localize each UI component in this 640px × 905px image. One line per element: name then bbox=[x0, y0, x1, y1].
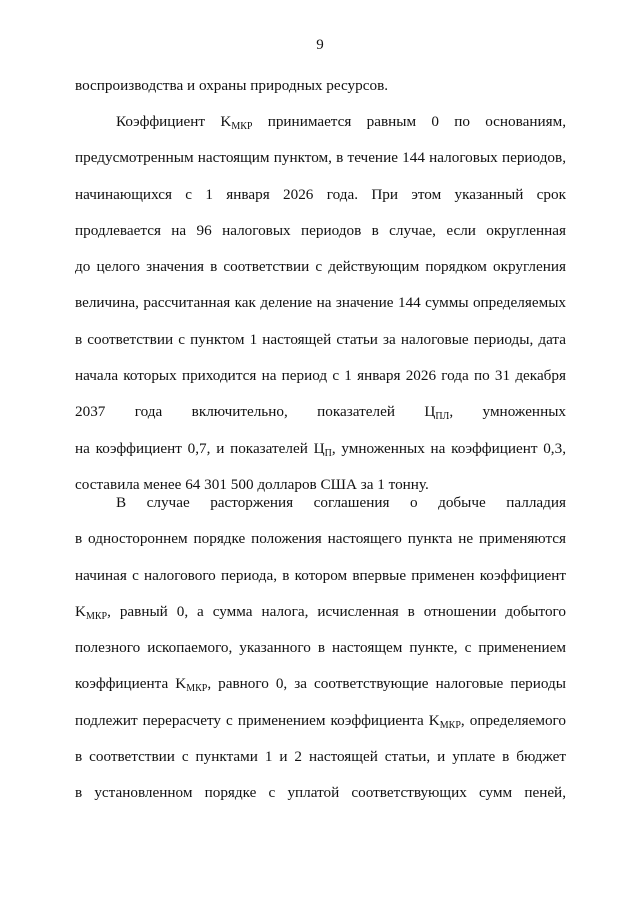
text-line: до целого значения в соответствии с действующим порядком округления bbox=[75, 258, 566, 276]
text-line: полезного ископаемого, указанного в настоящем пункте, с применением bbox=[75, 639, 566, 657]
text-line: в соответствии с пунктами 1 и 2 настоящей статьи, и уплате в бюджет bbox=[75, 748, 566, 766]
text-line: в одностороннем порядке положения настоящего пункта не применяются bbox=[75, 530, 566, 548]
text-line: воспроизводства и охраны природных ресурсов. bbox=[75, 77, 389, 94]
subscript: МКР bbox=[186, 683, 208, 695]
subscript: МКР bbox=[85, 610, 108, 622]
text-line: В случае расторжения соглашения о добыче палладия bbox=[116, 494, 566, 511]
text-line: продлевается на 96 налоговых периодов в случае, если округленная bbox=[75, 221, 566, 239]
text-line: коэффициента $K_{МКР}$, равного 0, за соответствующие налоговые периоды bbox=[75, 675, 566, 695]
text-line: 2037 года включительно, показателей $Ц_{ПЛ}$, умноженных bbox=[75, 403, 566, 423]
text-line: в установленном порядке с уплатой соответствующих сумм пеней, bbox=[75, 784, 566, 802]
page-number: 9 bbox=[316, 37, 324, 53]
text-line: подлежит перерасчету с применением коэффициента $K_{МКР}$, определяемого bbox=[75, 711, 566, 731]
text-line: начиная с налогового периода, в котором впервые применен коэффициент bbox=[75, 566, 566, 584]
paragraph-koefficient bbox=[75, 104, 566, 503]
text-line: Коэффициент $K_{МКР}$ принимается равным 0 по основаниям, bbox=[116, 113, 567, 132]
text-line: на коэффициент 0,7, и показателей $Ц_П$, умноженных на коэффициент 0,3, bbox=[75, 439, 566, 459]
text-line: составила менее 64 301 500 долларов США за 1 тонну. bbox=[75, 475, 429, 493]
text-line: предусмотренным настоящим пунктом, в течение 144 налоговых периодов, bbox=[75, 149, 566, 167]
subscript: П bbox=[324, 447, 332, 459]
paragraph-continuation bbox=[75, 68, 566, 104]
text-line: величина, рассчитанная как деление на значение 144 суммы определяемых bbox=[75, 294, 566, 312]
subscript: МКР bbox=[231, 121, 253, 132]
paragraph-rastorzhenie bbox=[75, 485, 566, 812]
text-line: $K_{МКР}$, равный 0, а сумма налога, исчисленная в отношении добытого bbox=[75, 602, 566, 622]
text-line: начинающихся с 1 января 2026 года. При этом указанный срок bbox=[75, 185, 566, 203]
subscript: МКР bbox=[439, 719, 461, 731]
text-line: начала которых приходится на период с 1 января 2026 года по 31 декабря bbox=[75, 367, 566, 385]
subscript: ПЛ bbox=[435, 411, 450, 423]
text-line: в соответствии с пунктом 1 настоящей статьи за налоговые периоды, дата bbox=[75, 330, 566, 348]
